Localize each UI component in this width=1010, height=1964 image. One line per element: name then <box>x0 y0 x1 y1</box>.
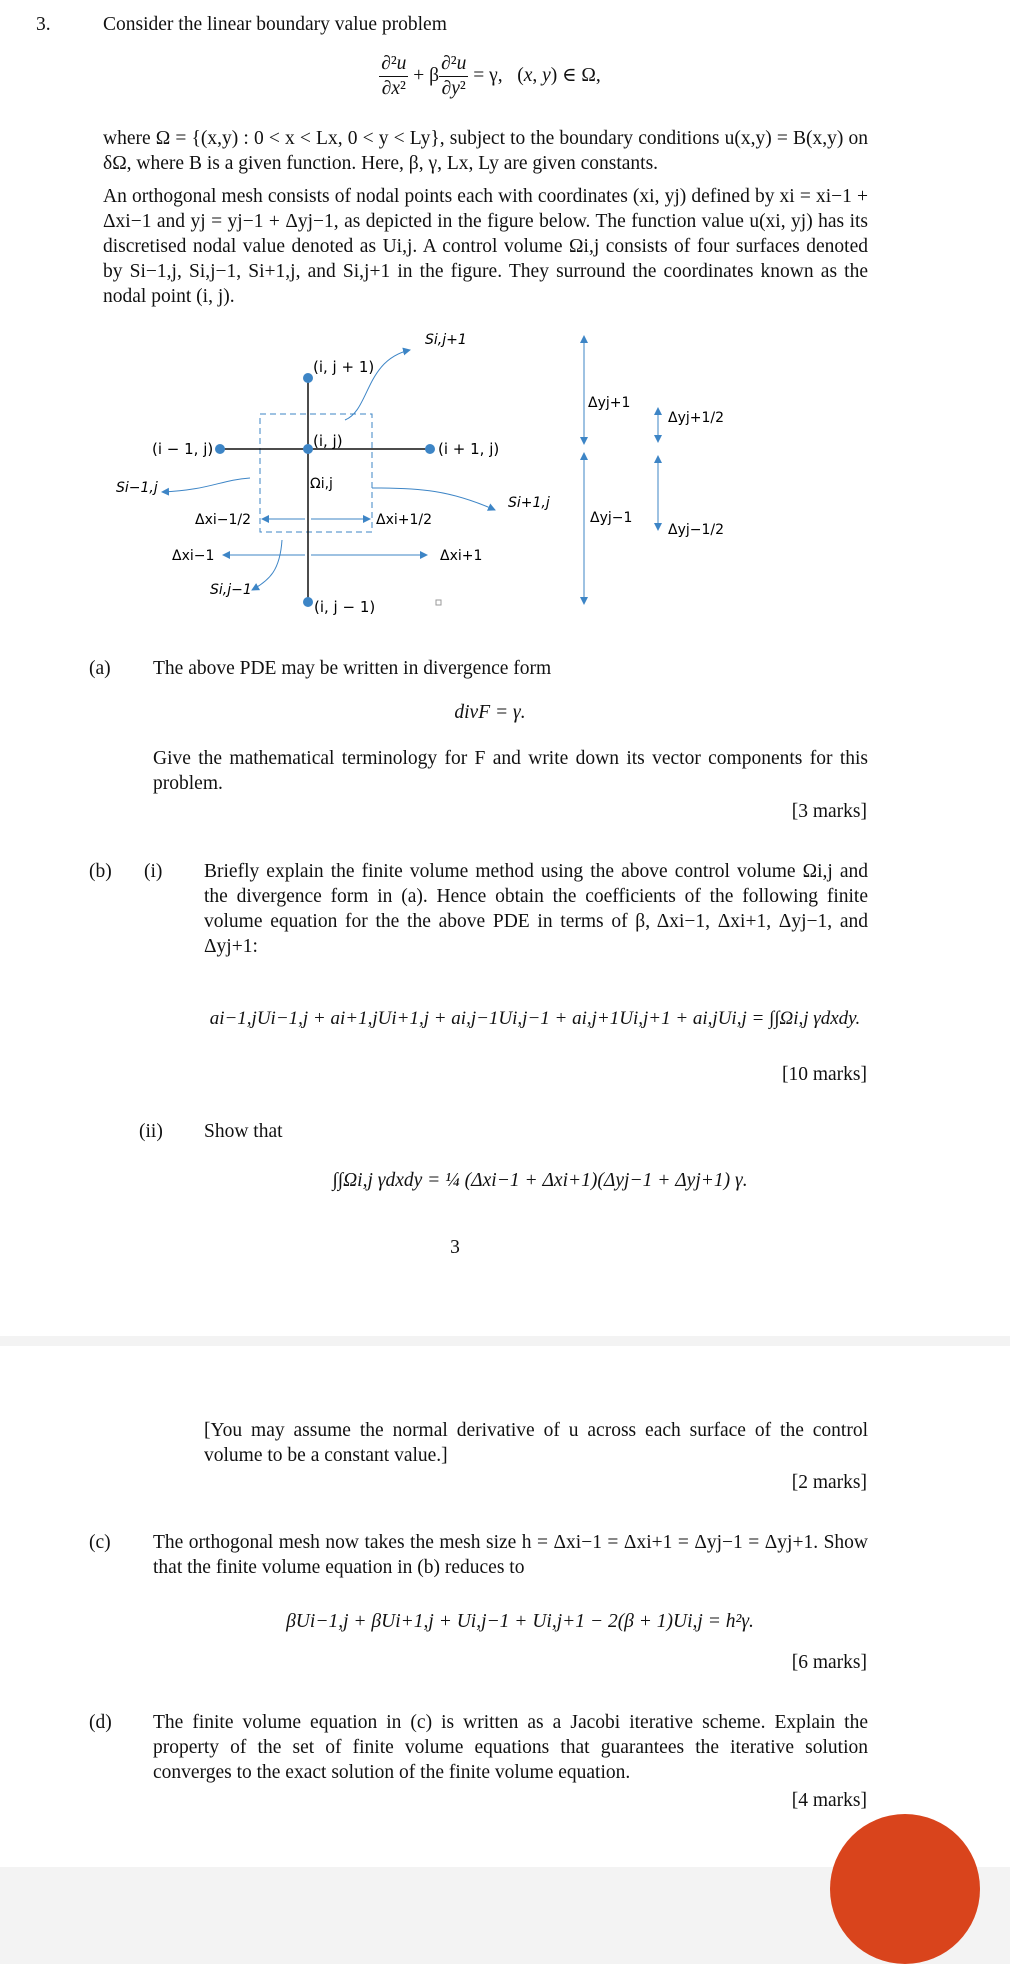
question-number: 3. <box>36 14 51 35</box>
d2u-dy2: $\frac{\text{∂²u}}{\text{∂y²}}$ <box>441 53 467 99</box>
surface-left-arrow <box>162 478 250 492</box>
small-marker <box>436 600 441 605</box>
question-intro: Consider the linear boundary value problem <box>103 14 447 35</box>
node-center-label: (i, j) <box>313 432 343 450</box>
node-left-dot <box>215 444 225 454</box>
d2u-dx2: $\frac{\text{∂²u}}{\text{∂x²}}$ <box>381 53 407 99</box>
dx-right-half-label: Δxi+1/2 <box>376 512 433 528</box>
part-b-i-equation: ai−1,jUi−1,j + ai+1,jUi+1,j + ai,j−1Ui,j−1 + ai,j+1Ui,j+1 + ai,jUi,j = ∫∫Ωi,j γdxdy. <box>209 1008 861 1029</box>
part-b-i-label: (i) <box>144 861 163 882</box>
surface-left-label: Si−1,j <box>116 480 158 496</box>
node-right-label: (i + 1, j) <box>438 440 500 458</box>
node-bottom-label: (i, j − 1) <box>314 598 376 616</box>
node-top-dot <box>303 373 313 383</box>
part-b-ii-equation: ∫∫Ωi,j γdxdy = ¼ (Δxi−1 + Δxi+1)(Δyj−1 + Δyj+1) γ. <box>332 1170 748 1191</box>
mesh-text: An orthogonal mesh consists of nodal points each with coordinates (xi, yj) defined by xi = xi−1 + Δxi−1 and yj = yj−1 + Δyj−1, as depicted in the figure below. The function value u(xi, yj) has its discretised nodal value denoted as Ui,j. A control volume Ωi,j consists of four surfaces denoted by Si−1,j, Si,j−1, Si+1,j, and Si,j+1 in the figure. They surround the coordinates known as the nodal point (i, j). <box>103 186 868 307</box>
dx-right-label: Δxi+1 <box>440 548 483 564</box>
part-b-i-text: Briefly explain the finite volume method using the above control volume Ωi,j and the divergence form in (a). Hence obtain the coefficients of the following finite volume equation for the the above PDE in terms of β, Δxi−1, Δxi+1, Δyj−1, and Δyj+1: <box>204 861 868 957</box>
part-c-equation: βUi−1,j + βUi+1,j + Ui,j−1 + Ui,j+1 − 2(β + 1)Ui,j = h²γ. <box>286 1611 754 1632</box>
part-a-marks: [3 marks] <box>791 801 867 822</box>
surface-right-arrow <box>372 488 495 510</box>
surface-right-label: Si+1,j <box>508 495 550 511</box>
dx-left-half-label: Δxi−1/2 <box>195 512 252 528</box>
surface-bottom-arrow <box>252 540 282 590</box>
dy-bottom-half-label: Δyj−1/2 <box>668 522 725 538</box>
page-two <box>0 1346 1010 1867</box>
part-b-label: (b) <box>89 861 112 882</box>
node-bottom-dot <box>303 597 313 607</box>
domain-text: where Ω = {(x,y) : 0 < x < Lx, 0 < y < Ly}, subject to the boundary conditions u(x,y) = B(x,y) on δΩ, where B is a given function. Here, β, γ, Lx, Ly are given constants. <box>103 128 868 174</box>
part-b-assumption: [You may assume the normal derivative of u across each surface of the control volume to be a constant value.] <box>204 1420 868 1466</box>
page-number: 3 <box>450 1237 460 1258</box>
part-b-i-marks: [10 marks] <box>781 1064 867 1085</box>
part-c-text: The orthogonal mesh now takes the mesh size h = Δxi−1 = Δxi+1 = Δyj−1 = Δyj+1. Show that the finite volume equation in (b) reduces to <box>153 1532 868 1578</box>
node-top-label: (i, j + 1) <box>313 358 375 376</box>
part-c-marks: [6 marks] <box>791 1652 867 1673</box>
part-d-label: (d) <box>89 1712 112 1733</box>
part-b-ii-label: (ii) <box>139 1121 163 1142</box>
part-a-label: (a) <box>89 658 111 679</box>
floating-action-circle[interactable] <box>830 1814 980 1964</box>
part-a-equation: divF = γ. <box>454 702 526 723</box>
dx-left-label: Δxi−1 <box>172 548 215 564</box>
surface-bottom-label: Si,j−1 <box>210 582 252 598</box>
node-right-dot <box>425 444 435 454</box>
part-a-text: The above PDE may be written in divergence form <box>153 658 552 679</box>
dy-bottom-label: Δyj−1 <box>590 510 633 526</box>
part-d-text: The finite volume equation in (c) is written as a Jacobi iterative scheme. Explain the property of the set of finite volume equations that guarantees the iterative solution converges to the exact solution of the finite volume equation. <box>153 1712 868 1783</box>
surface-top-label: Si,j+1 <box>425 332 467 348</box>
dy-top-half-label: Δyj+1/2 <box>668 410 725 426</box>
part-c-label: (c) <box>89 1532 111 1553</box>
pde-equation: $\frac{\text{∂²u}}{\text{∂x²}}$ + β $\frac{\text{∂²u}}{\text{∂y²}}$ = γ, (x, y) ∈ Ω, <box>381 53 601 99</box>
node-center-dot <box>303 444 313 454</box>
part-a-task: Give the mathematical terminology for F and write down its vector components for this problem. <box>153 748 868 794</box>
mesh-figure <box>100 320 820 620</box>
dy-top-label: Δyj+1 <box>588 395 631 411</box>
part-d-marks: [4 marks] <box>791 1790 867 1811</box>
node-left-label: (i − 1, j) <box>152 440 214 458</box>
part-b-ii-marks: [2 marks] <box>791 1472 867 1493</box>
omega-label: Ωi,j <box>310 476 333 492</box>
part-b-ii-text: Show that <box>204 1121 283 1142</box>
